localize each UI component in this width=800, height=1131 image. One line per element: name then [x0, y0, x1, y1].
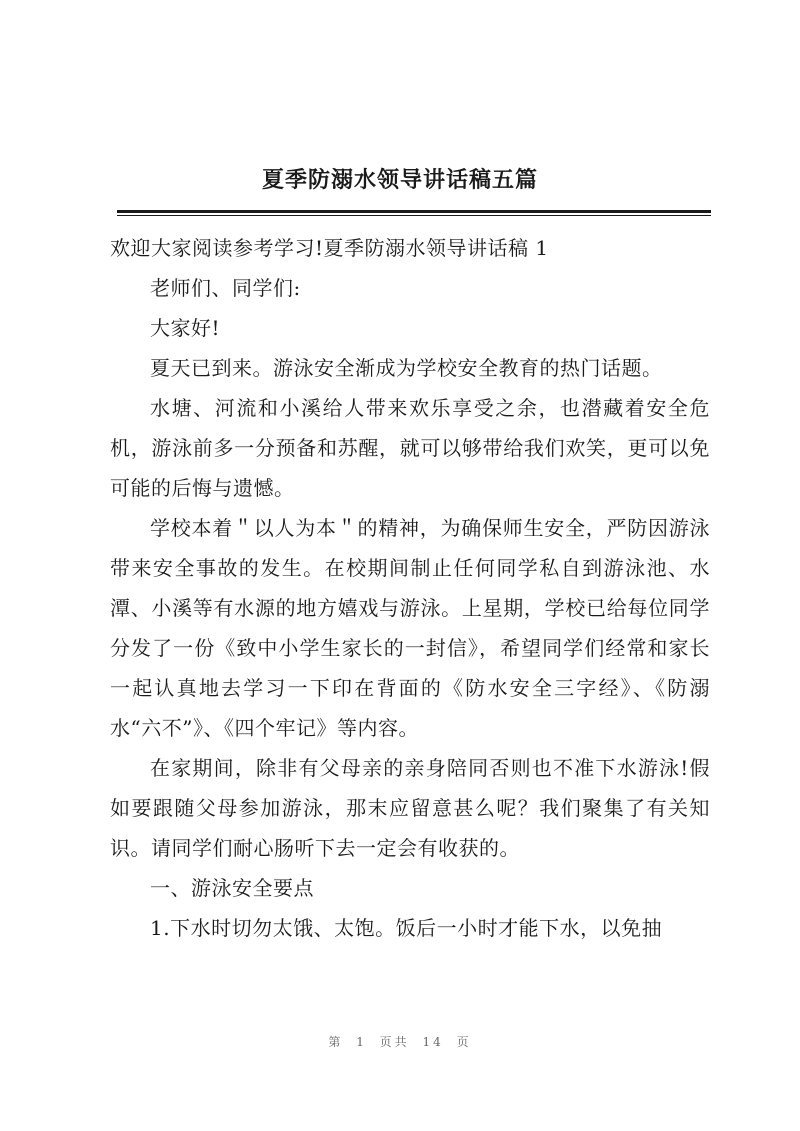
- paragraph-greeting: 大家好!: [150, 316, 221, 340]
- paragraph: 在家期间，除非有父母亲的亲身陪同否则也不准下水游泳!假如要跟随父母参加游泳，那末应留意甚么呢？我们聚集了有关知识。请同学们耐心肠听下去一定会有收获的。: [110, 756, 710, 860]
- title-divider-thick: [117, 210, 711, 213]
- list-item: 1.下水时切勿太饿、太饱。饭后一小时才能下水，以免抽: [150, 916, 663, 940]
- paragraph-intro: 欢迎大家阅读参考学习!夏季防溺水领导讲话稿 1: [110, 236, 549, 260]
- document-title: 夏季防溺水领导讲话稿五篇: [261, 168, 538, 193]
- paragraph-salutation: 老师们、同学们:: [150, 276, 301, 300]
- page-footer: 第 1 页共 14 页: [328, 1035, 472, 1049]
- document-body: [110, 228, 710, 948]
- paragraph: 水塘、河流和小溪给人带来欢乐享受之余，也潜藏着安全危机，游泳前多一分预备和苏醒，就可以够带给我们欢笑，更可以免可能的后悔与遗憾。: [110, 396, 710, 500]
- paragraph: 夏天已到来。游泳安全渐成为学校安全教育的热门话题。: [150, 356, 663, 380]
- section-heading: 一、游泳安全要点: [150, 876, 314, 900]
- paragraph: 学校本着＂以人为本＂的精神，为确保师生安全，严防因游泳带来安全事故的发生。在校期间制止任何同学私自到游泳池、水潭、小溪等有水源的地方嬉戏与游泳。上星期，学校已给每位同学分发了一份《致中小学生家长的一封信》，希望同学们经常和家长一起认真地去学习一下印在背面的《防水安全三字经》、《防溺水“六不”》、《四个牢记》等内容。: [110, 516, 710, 740]
- title-divider-thin: [117, 215, 711, 216]
